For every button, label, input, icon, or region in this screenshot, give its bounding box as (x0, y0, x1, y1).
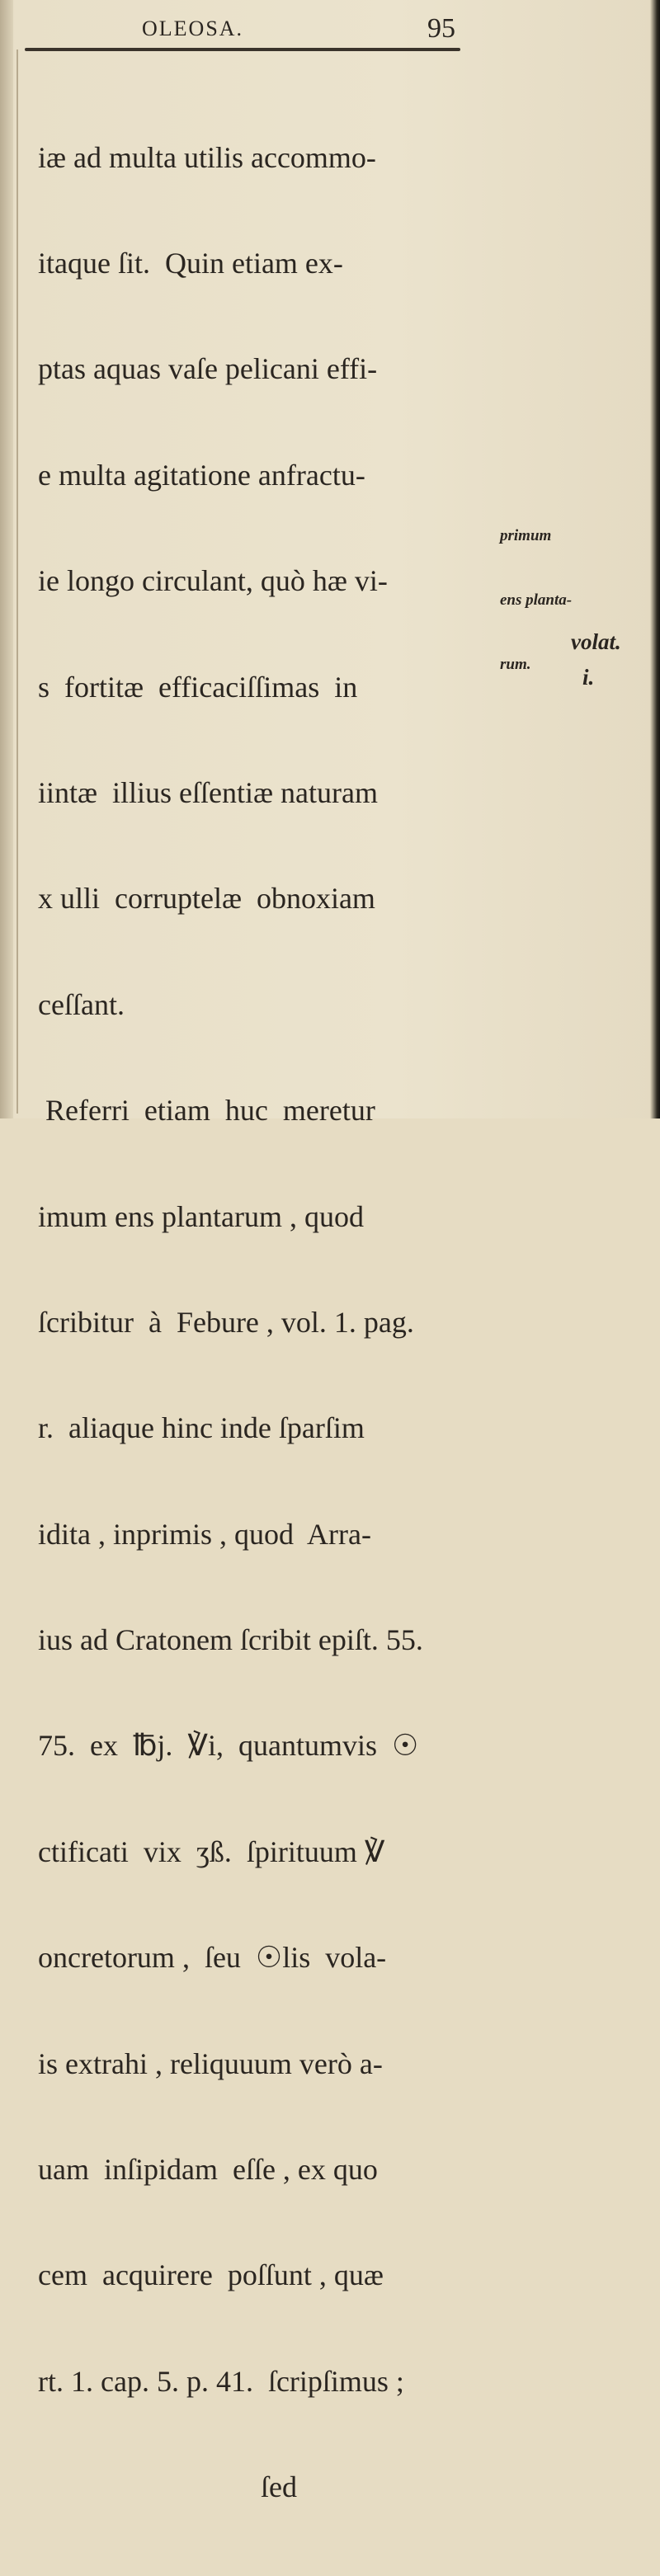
text-line: oncretorum , ſeu ☉lis vola- (38, 1941, 387, 1975)
text-line: r. aliaque hinc inde ſparſim (38, 1411, 365, 1445)
text-line: is extrahi , reliquuum verò a- (38, 2046, 383, 2080)
text-line: rt. 1. cap. 5. p. 41. ſcripſimus ; (38, 2364, 404, 2398)
text-line: imum ens plantarum , quod (38, 1199, 364, 1233)
text-line: ius ad Cratonem ſcribit epiſt. 55. (38, 1623, 423, 1657)
header-rule (25, 48, 460, 51)
text-line: s fortitæ efficaciſſimas in (38, 670, 358, 704)
text-line: x ulli corruptelæ obnoxiam (38, 882, 375, 916)
page-number: 95 (427, 13, 455, 44)
text-line: uam inſipidam eſſe , ex quo (38, 2153, 378, 2187)
margin-note-line: ens planta- (500, 591, 573, 609)
text-line: cem acquirere poſſunt , quæ (38, 2258, 384, 2292)
margin-note-primum-ens (500, 483, 657, 718)
text-line: itaque ſit. Quin etiam ex- (38, 246, 343, 280)
text-line: ie longo circulant, quò hæ vi- (38, 564, 388, 598)
text-line: idita , inprimis , quod Arra- (38, 1517, 371, 1551)
running-head: OLEOSA. (142, 16, 244, 40)
text-line: ſcribitur à Febure , vol. 1. pag. (38, 1305, 414, 1339)
text-line: Referri etiam huc meretur (38, 1094, 375, 1128)
gutter-rule (16, 49, 18, 1114)
binding-gutter (0, 0, 13, 1118)
text-line: ſed (38, 2470, 297, 2504)
margin-note-line: rum. (500, 656, 531, 673)
text-line: e multa agitatione anfractu- (38, 458, 365, 492)
text-line: iintæ illius eſſentiæ naturam (38, 775, 378, 809)
margin-note-line: primum (500, 527, 552, 544)
margin-note-volat: volat. (571, 629, 621, 654)
page-header (0, 12, 660, 45)
margin-note-i: i. (582, 665, 595, 690)
body-text (38, 69, 500, 2576)
text-line: ceſſant. (38, 987, 125, 1021)
text-line: ctificati vix ʒß. ſpirituum ℣ (38, 1834, 385, 1868)
text-line: iæ ad multa utilis accommo- (38, 140, 376, 174)
text-line: ptas aquas vaſe pelicani effi- (38, 352, 378, 386)
text-line: 75. ex ℔j. ℣i, quantumvis ☉ (38, 1729, 419, 1763)
